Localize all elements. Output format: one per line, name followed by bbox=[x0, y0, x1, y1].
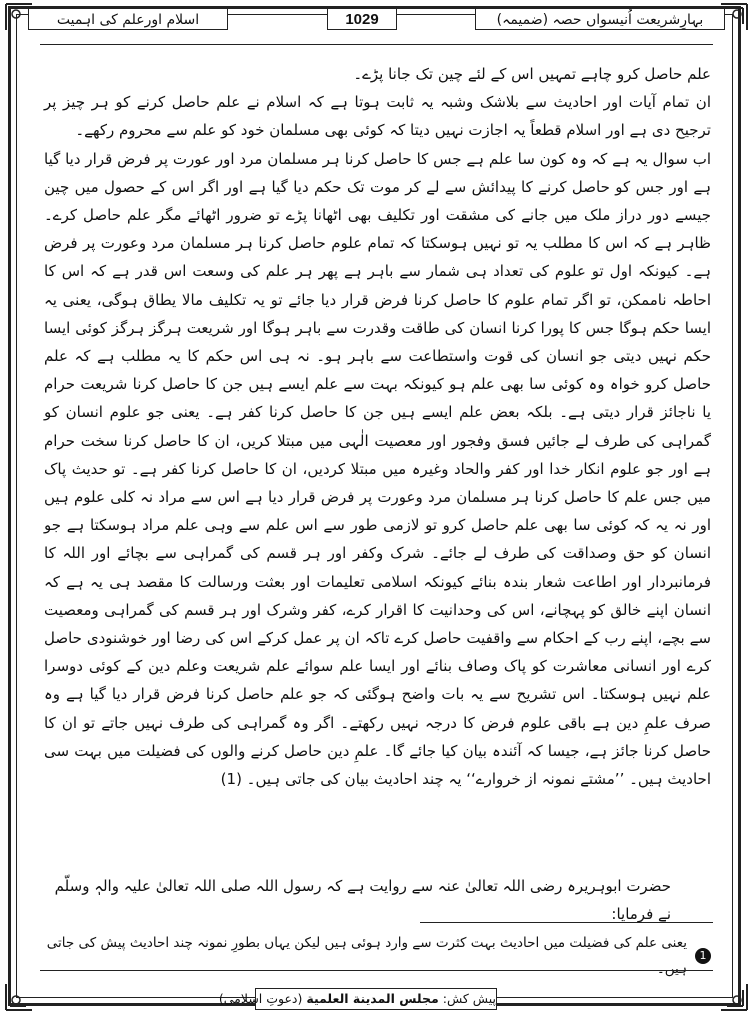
book-section-title: بہارِشریعت اُنیسواں حصہ (ضمیمہ) bbox=[475, 8, 725, 30]
paragraph: علم حاصل کرو چاہے تمہیں اس کے لئے چین تک جانا پڑے۔ bbox=[353, 65, 711, 83]
page-header bbox=[28, 6, 725, 32]
corner-ornament-icon bbox=[719, 982, 749, 1012]
publisher-name: مجلس المدينة العلمية bbox=[306, 991, 439, 1006]
paragraph: اب سوال یہ ہے کہ وہ کون سا علم ہے جس کا حاصل کرنا ہر مسلمان مرد اور عورت پر فرض قرار دیا گیا ہے اور جس کو حاصل کرنے کا پیدائش سے لے کر موت تک حکم دیا گیا ہے اور اگر اس کے حصول میں چین جیسے دور دراز ملک میں جانے کی مشقت اور تکلیف بھی اٹھانا پڑے تو ضرور اٹھائے مگر علم حاصل کرے۔ ظاہر ہے کہ اس کا مطلب یہ تو نہیں ہوسکتا کہ تمام علوم حاصل کرنا ہر مسلمان مرد وعورت پر فرض ہے۔ کیونکہ اول تو علوم کی تعداد ہی شمار سے باہر ہے پھر ہر علم کی وسعت اس قدر ہے کہ اس کا احاطہ ناممکن، تو اگر تمام علوم کا حاصل کرنا فرض قرار دیا جائے تو یہ تکلیف مالا یطاق ہوگی، یعنی یہ ایسا حکم ہوگا جس کا پورا کرنا انسان کی طاقت وقدرت سے باہر ہوگا اور شریعت ہرگز ہرگز کوئی ایسا حکم نہیں دیتی جو انسان کی قوت واستطاعت سے باہر ہو۔ نہ ہی اس حکم کا یہ مطلب ہے کہ علم حاصل کرو خواہ وہ کوئی سا بھی علم ہو کیونکہ بہت سے علم ایسے ہیں جن کا حاصل کرنا شریعت حرام یا ناجائز قرار دیتی ہے۔ بلکہ بعض علم ایسے ہیں جن کا حاصل کرنا کفر ہے۔ یعنی جو علوم انسان کو گمراہی کی طرف لے جائیں فسق وفجور اور معصیت الٰہی میں مبتلا کریں، ان کا حاصل کرنا سخت حرام ہے اور جو علوم انکار خدا اور کفر والحاد وغیرہ میں مبتلا کردیں، ان کا حاصل کرنا کفر ہے۔ تو حدیث پاک میں جس علم کا حاصل کرنا ہر مسلمان مرد وعورت پر فرض قرار دیا ہے اس سے مراد نہ کلی علوم ہیں اور نہ یہ کہ کوئی سا بھی علم حاصل کرو تو لازمی طور سے اس علم سے وہی علم مراد ہوسکتا ہے جو انسان کو حق وصداقت کی طرف لے جائے۔ شرک وکفر اور ہر قسم کی گمراہی سے بچائے اور اللہ کا فرمانبردار اور اطاعت شعار بندہ بنائے کیونکہ اسلامی تعلیمات اور بعثت ورسالت کا مقصد ہی یہ ہے کہ انسان اپنے خالق کو پہچانے، اس کی وحدانیت کا اقرار کرے، کفر وشرک اور ہر قسم کی گمراہی ومعصیت سے بچے، اپنے رب کے احکام سے واقفیت حاصل کرے تاکہ ان پر عمل کرکے اس کی رضا اور خوشنودی حاصل کرے اور انسانی معاشرت کو پاک وصاف بنائے اور ایسا علم سوائے علم شریعت وعلم دین کے کوئی دوسرا علم نہیں ہوسکتا۔ اس تشریح سے یہ بات واضح ہوگئی کہ جو علم حاصل کرنا فرض قرار دیا گیا ہے وہ صرف علمِ دین ہے باقی علوم فرض کا درجہ نہیں رکھتے۔ اگر وہ گمراہی کی طرف نہیں جاتے تو ان کا حاصل کرنا جائز ہے، جیسا کہ آئندہ بیان کیا جائے گا۔ علمِ دین حاصل کرنے والوں کی فضیلت میں بہت سی احادیث ہیں۔ ’’مشتے نمونہ از خروارے‘‘ یہ چند احادیث بیان کی جاتی ہیں۔ (1) bbox=[44, 149, 711, 789]
footnote-number: 1 bbox=[695, 948, 711, 964]
footnote-divider bbox=[420, 922, 713, 923]
footnote-text: یعنی علم کی فضیلت میں احادیث بہت کثرت سے وارد ہوئی ہیں لیکن یہاں بطورِ نمونہ چند احادیث پیش کی جاتی ہیں۔ bbox=[46, 935, 687, 977]
main-text bbox=[44, 60, 711, 793]
page-number: 1029 bbox=[327, 8, 397, 30]
presenter-label: پیش کش: bbox=[442, 991, 496, 1006]
footnote bbox=[44, 930, 711, 982]
corner-ornament-icon bbox=[4, 982, 34, 1012]
hadith-intro: حضرت ابوہریرہ رضی اللہ تعالیٰ عنہ سے روایت ہے کہ رسول اللہ صلی اللہ تعالیٰ علیہ والہٖ وسلّم نے فرمایا: bbox=[54, 877, 671, 923]
chapter-title: اسلام اورعلم کی اہمیت bbox=[28, 8, 228, 30]
paragraph: ان تمام آیات اور احادیث سے بلاشک وشبہ یہ ثابت ہوتا ہے کہ اسلام نے علم حاصل کرنے کو ہر چیز پر ترجیح دی ہے اور اسلام قطعاً یہ اجازت نہیں دیتا کہ کوئی بھی مسلمان خود کو علم سے محروم رکھے۔ bbox=[44, 93, 711, 140]
page-footer bbox=[218, 988, 497, 1010]
header-divider bbox=[40, 44, 713, 45]
organization-name: (دعوتِ اسلامی) bbox=[218, 991, 303, 1006]
footer-divider bbox=[40, 970, 713, 971]
